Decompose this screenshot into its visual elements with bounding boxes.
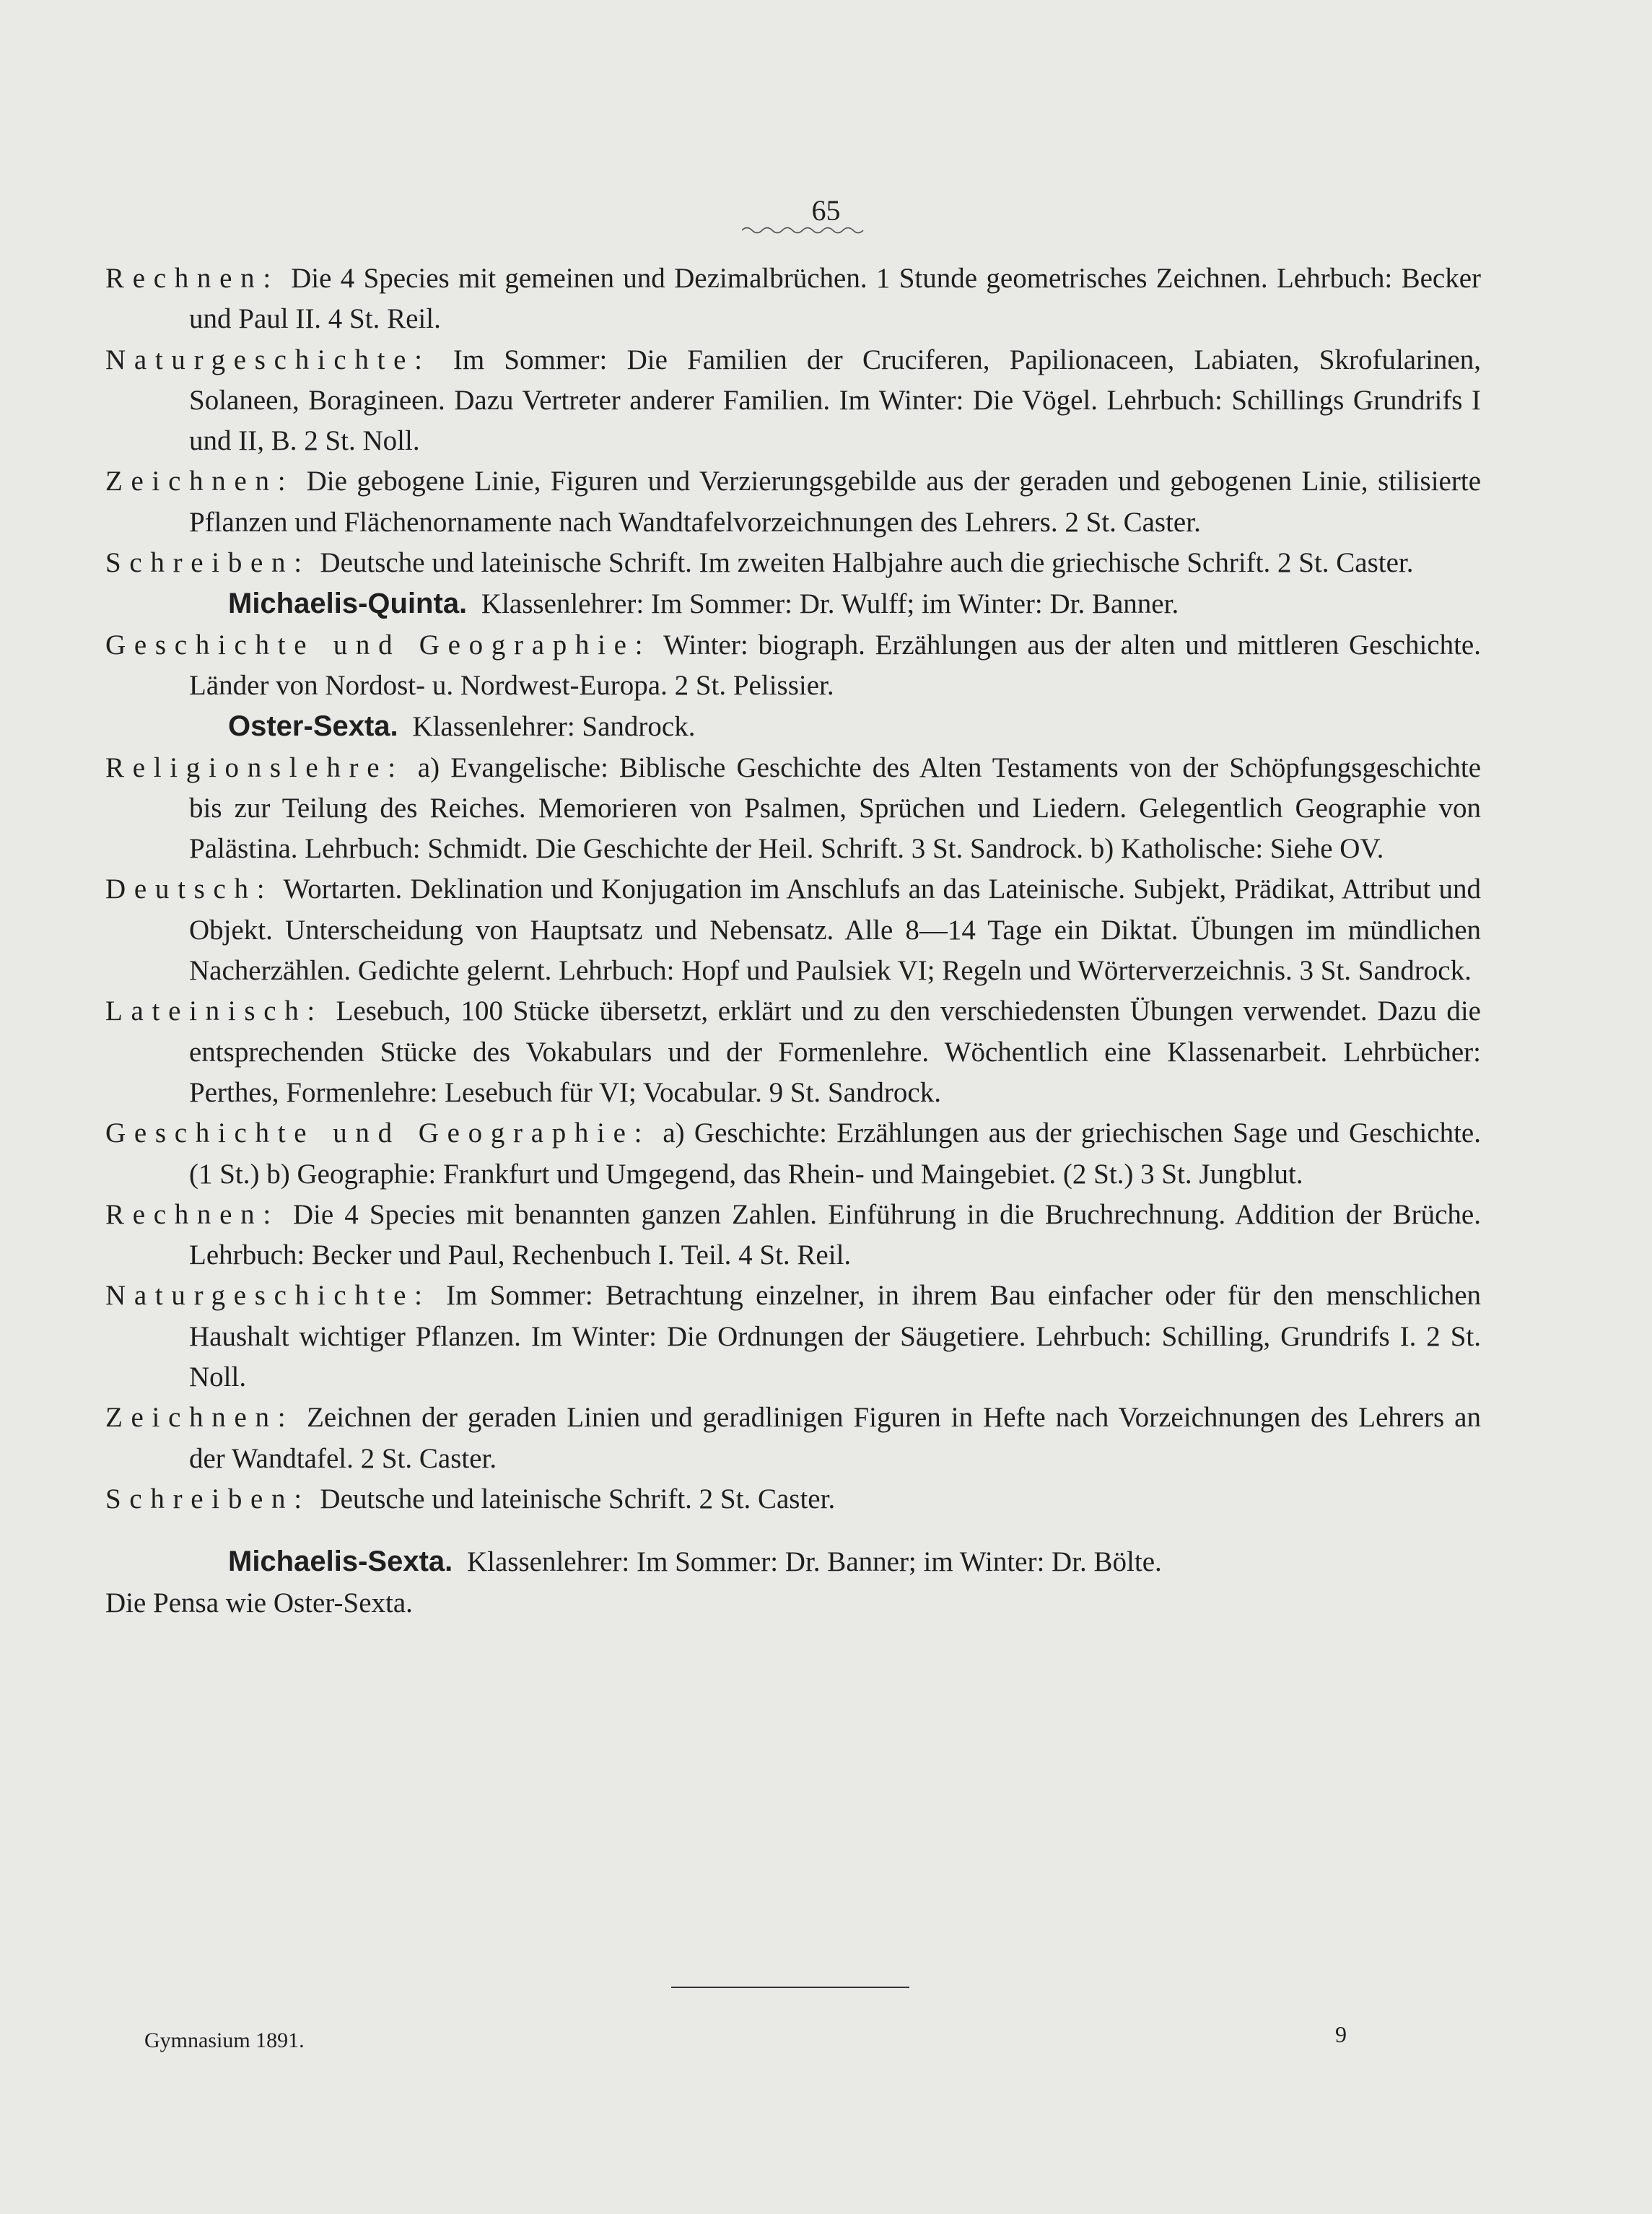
entry-text: Die 4 Species mit gemeinen und Dezimalbrüchen. 1 Stunde geometrisches Zeichnen. Lehrbuch: Becker und Paul II. 4 St. Reil. bbox=[189, 263, 1481, 335]
entry-zeichnen-sexta bbox=[105, 1398, 1481, 1479]
entry-text: Im Sommer: Die Familien der Cruciferen, Papilionaceen, Labiaten, Skrofularinen, Solaneen, Boragineen. Dazu Vertreter anderer Familien. Im Winter: Die Vögel. Lehrbuch: Schillings Grundrifs I und II, B. 2 St. Noll. bbox=[189, 344, 1481, 457]
entry-geschichte-michaelis-quinta bbox=[105, 625, 1481, 707]
entry-text: Zeichnen der geraden Linien und geradlinigen Figuren in Hefte nach Vorzeichnungen des Lehrers an der Wandtafel. 2 St. Caster. bbox=[189, 1402, 1481, 1474]
class-teacher: Klassenlehrer: Sandrock. bbox=[412, 711, 696, 743]
subject-label: Lateinisch: bbox=[105, 995, 323, 1027]
class-teacher: Klassenlehrer: Im Sommer: Dr. Wulff; im Winter: Dr. Banner. bbox=[481, 588, 1179, 620]
entry-text: a) Geschichte: Erzählungen aus der griechischen Sage und Geschichte. (1 St.) b) Geographie: Frankfurt und Umgegend, das Rhein- und Maingebiet. (2 St.) 3 St. Jungblut. bbox=[189, 1117, 1481, 1190]
entry-naturgeschichte-quinta bbox=[105, 340, 1481, 462]
entry-text: Im Sommer: Betrachtung einzelner, in ihrem Bau einfacher oder für den menschlichen Haushalt wichtiger Pflanzen. Im Winter: Die Ordnungen der Säugetiere. Lehrbuch: Schilling, Grundrifs I. 2 St. Noll. bbox=[189, 1280, 1482, 1393]
entry-text: a) Evangelische: Biblische Geschichte des Alten Testaments von der Schöpfungsgeschichte bis zur Teilung des Reiches. Memorieren von Psalmen, Sprüchen und Liedern. Gelegentlich Geographie von Palästina. Lehrbuch: Schmidt. Die Geschichte der Heil. Schrift. 3 St. Sandrock. b) Katholische: Siehe OV. bbox=[189, 751, 1481, 865]
entry-zeichnen-quinta bbox=[105, 461, 1481, 543]
entry-lateinisch bbox=[105, 991, 1481, 1113]
entry-text: Wortarten. Deklination und Konjugation im Anschlufs an das Lateinische. Subjekt, Prädikat, Attribut und Objekt. Unterscheidung von Hauptsatz und Nebensatz. Alle 8—14 Tage ein Diktat. Übungen im mündlichen Nacherzählen. Gedichte gelernt. Lehrbuch: Hopf und Paulsiek VI; Regeln und Wörterverzeichnis. 3 St. Sandrock. bbox=[189, 873, 1481, 987]
subject-label: Naturgeschichte: bbox=[105, 344, 431, 375]
subject-label: Religionslehre: bbox=[105, 751, 404, 783]
entry-text: Deutsche und lateinische Schrift. 2 St. Caster. bbox=[320, 1483, 836, 1515]
subject-label: Geschichte und Geographie: bbox=[105, 1117, 651, 1149]
footer-school-year: Gymnasium 1891. bbox=[144, 2028, 305, 2052]
entry-rechnen-sexta bbox=[105, 1195, 1481, 1276]
entry-religionslehre bbox=[105, 748, 1481, 870]
entry-text: Die 4 Species mit benannten ganzen Zahlen. Einführung in die Bruchrechnung. Addition der Brüche. Lehrbuch: Becker und Paul, Rechenbuch I. Teil. 4 St. Reil. bbox=[189, 1198, 1481, 1271]
page-number: 65 bbox=[811, 194, 841, 227]
pensa-note: Die Pensa wie Oster-Sexta. bbox=[105, 1587, 413, 1618]
subject-label: Geschichte und Geographie: bbox=[105, 629, 652, 661]
class-heading-oster-sexta bbox=[105, 706, 1481, 747]
wavy-rule bbox=[742, 225, 865, 235]
class-name: Michaelis-Sexta. bbox=[228, 1546, 453, 1578]
subject-label: Naturgeschichte: bbox=[105, 1280, 431, 1312]
entry-geschichte-sexta bbox=[105, 1113, 1481, 1195]
entry-text: Winter: biograph. Erzählungen aus der alten und mittleren Geschichte. Länder von Nordost- u. Nordwest-Europa. 2 St. Pelissier. bbox=[189, 629, 1481, 701]
page-body bbox=[105, 258, 1481, 1624]
subject-label: Zeichnen: bbox=[105, 466, 294, 497]
entry-text: Die gebogene Linie, Figuren und Verzierungsgebilde aus der geraden und gebogenen Linie, stilisierte Pflanzen und Flächenornamente nach Wandtafelvorzeichnungen des Lehrers. 2 St. Caster. bbox=[189, 466, 1482, 538]
entry-naturgeschichte-sexta bbox=[105, 1276, 1481, 1398]
entry-schreiben-sexta bbox=[105, 1479, 1481, 1520]
class-name: Oster-Sexta. bbox=[228, 710, 398, 743]
subject-label: Rechnen: bbox=[105, 1198, 279, 1230]
class-heading-michaelis-sexta bbox=[105, 1541, 1481, 1582]
class-name: Michaelis-Quinta. bbox=[228, 588, 468, 620]
entry-text: Deutsche und lateinische Schrift. Im zweiten Halbjahre auch die griechische Schrift. 2 St. Caster. bbox=[320, 547, 1414, 579]
subject-label: Schreiben: bbox=[105, 547, 310, 579]
subject-label: Zeichnen: bbox=[105, 1402, 294, 1434]
subject-label: Schreiben: bbox=[105, 1483, 310, 1515]
entry-rechnen-quinta bbox=[105, 258, 1481, 340]
class-teacher: Klassenlehrer: Im Sommer: Dr. Banner; im Winter: Dr. Bölte. bbox=[467, 1546, 1162, 1578]
subject-label: Deutsch: bbox=[105, 873, 274, 905]
footer-sheet-number: 9 bbox=[1335, 2021, 1347, 2047]
class-heading-michaelis-quinta bbox=[105, 583, 1481, 624]
entry-text: Lesebuch, 100 Stücke übersetzt, erklärt und zu den verschiedensten Übungen verwendet. Dazu die entsprechenden Stücke des Vokabulars und der Formenlehre. Wöchentlich eine Klassenarbeit. Lehrbücher: Perthes, Formenlehre: Lesebuch für VI; Vocabular. 9 St. Sandrock. bbox=[189, 995, 1481, 1108]
subject-label: Rechnen: bbox=[105, 263, 279, 294]
footer-rule bbox=[671, 1987, 909, 1988]
entry-schreiben-quinta bbox=[105, 543, 1481, 583]
entry-deutsch bbox=[105, 869, 1481, 991]
